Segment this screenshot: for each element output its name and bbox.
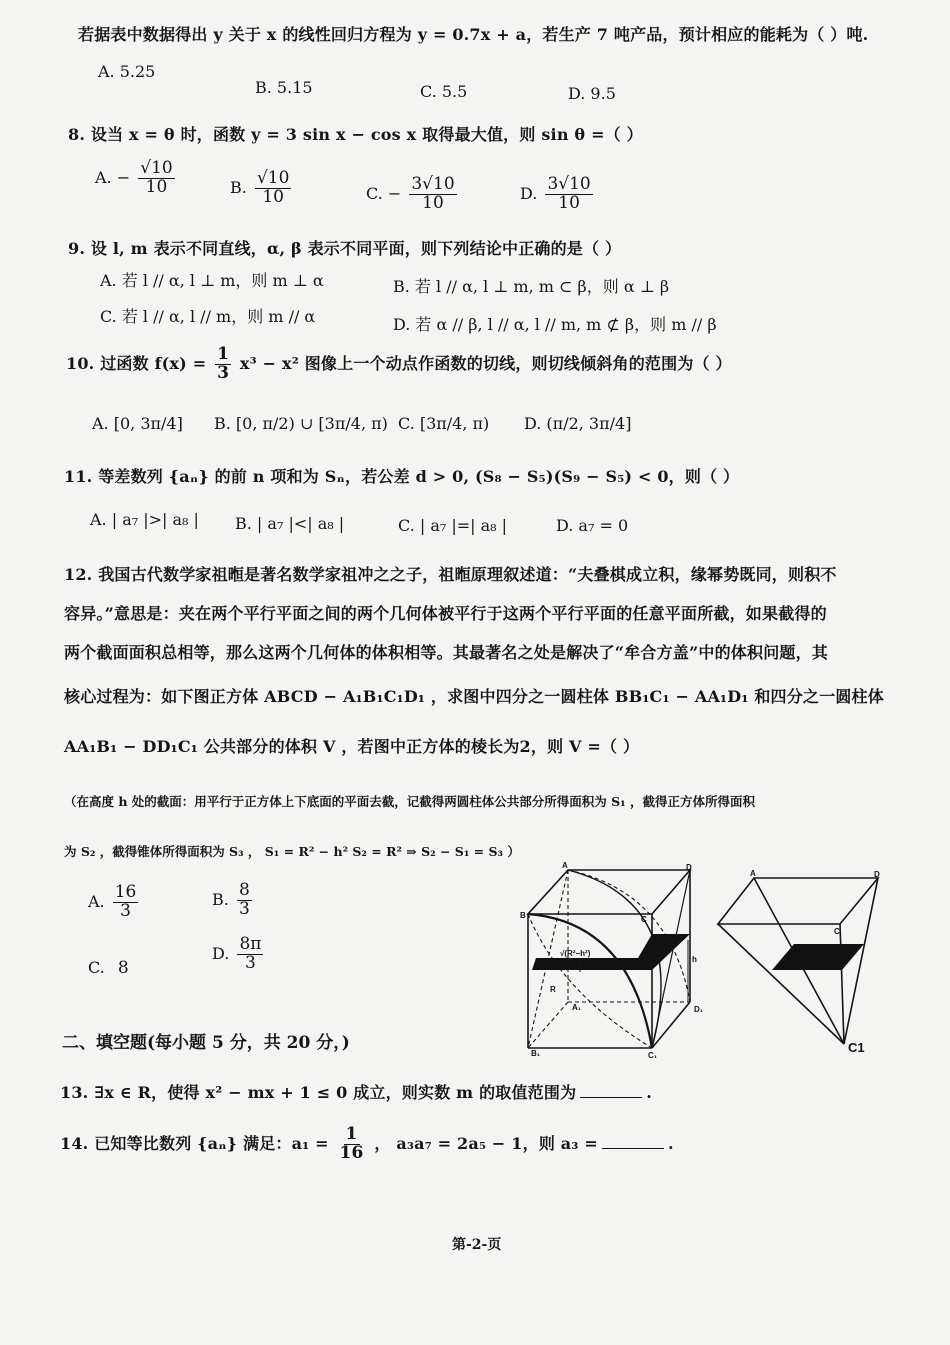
q13-end: . bbox=[646, 1083, 653, 1102]
q12-option-d bbox=[212, 936, 266, 973]
q12-option-c-label: C. bbox=[88, 958, 105, 977]
q7-option-c: C. 5.5 bbox=[420, 82, 468, 101]
label-a1: A₁ bbox=[572, 1003, 582, 1012]
q12-note-line-2: 为 S₂ ，截得锥体所得面积为 S₃ ， S₁ = R² − h² S₂ = R² ⇒ S₂ − S₁ = S₃ ） bbox=[64, 844, 520, 859]
q9-stem: 9. 设 l, m 表示不同直线，α, β 表示不同平面，则下列结论中正确的是（ ） bbox=[68, 239, 622, 258]
q14-fraction: $\frac{1}{16}$ bbox=[339, 1124, 364, 1163]
q11-option-a: A. | a₇ |>| a₈ | bbox=[90, 510, 199, 529]
q14-post: ， a₃a₇ = 2a₅ − 1，则 a₃ = bbox=[374, 1133, 598, 1153]
label-c: C bbox=[641, 915, 647, 924]
q8-option-d-fraction: $\frac{3√10}{10}$ bbox=[547, 174, 591, 213]
q11-stem: 11. 等差数列 {aₙ} 的前 n 项和为 Sₙ，若公差 d > 0, (S₈ − S₅)(S₉ − S₅) < 0，则（ ） bbox=[64, 467, 740, 486]
cube-top-face bbox=[528, 870, 690, 914]
label-b1: B₁ bbox=[531, 1049, 541, 1058]
q8-option-d bbox=[520, 176, 596, 213]
q13-stem: 13. ∃x ∈ R，使得 x² − mx + 1 ≤ 0 成立，则实数 m 的取值范围为 bbox=[60, 1083, 577, 1102]
q7-option-b: B. 5.15 bbox=[255, 78, 313, 97]
q14-end: . bbox=[667, 1133, 674, 1153]
q8-option-d-label: D. bbox=[520, 183, 538, 203]
q8-option-b-label: B. bbox=[230, 177, 247, 197]
q8-option-c bbox=[366, 176, 460, 213]
q8-option-c-label: C. bbox=[366, 183, 383, 203]
cone-edge-b bbox=[718, 924, 844, 1044]
section-2-title: 二、填空题(每小题 5 分，共 20 分，) bbox=[62, 1033, 350, 1053]
q7-option-a: A. 5.25 bbox=[98, 62, 156, 81]
q12-note-line-1: （在高度 h 处的截面：用平行于正方体上下底面的平面去截，记截得两圆柱体公共部分所得面积为 S₁ ，截得正方体所得面积 bbox=[64, 794, 755, 809]
cylinder-arc bbox=[528, 914, 652, 1048]
q10-option-b: B. [0, π/2) ∪ [3π/4, π) bbox=[214, 414, 388, 433]
q12-line-2: 容异。”意思是：夹在两个平行平面之间的两个几何体被平行于这两个平行平面的任意平面所截，如果截得的 bbox=[64, 604, 827, 623]
q12-option-d-label: D. bbox=[212, 943, 230, 963]
q8-option-a-fraction: $\frac{√10}{10}$ bbox=[140, 158, 173, 197]
q12-option-c bbox=[88, 958, 129, 978]
q8-option-b bbox=[230, 170, 294, 207]
cone-top-face bbox=[718, 878, 878, 924]
q8-option-a-label: A. bbox=[95, 167, 112, 187]
q8-option-b-fraction: $\frac{√10}{10}$ bbox=[256, 168, 290, 207]
q14-answer-blank[interactable] bbox=[602, 1148, 664, 1149]
q8-option-c-sign: − bbox=[387, 183, 402, 203]
label-a: A bbox=[562, 862, 568, 870]
q10-option-c: C. [3π/4, π) bbox=[398, 414, 490, 433]
q7-stem: 若据表中数据得出 y 关于 x 的线性回归方程为 y = 0.7x + a，若生产 7 吨产品，预计相应的能耗为（ ）吨. bbox=[78, 25, 869, 44]
q12-line-4: 核心过程为：如下图正方体 ABCD − A₁B₁C₁D₁ ，求图中四分之一圆柱体 BB₁C₁ − AA₁D₁ 和四分之一圆柱体 bbox=[64, 687, 884, 706]
q12-option-c-value: 8 bbox=[117, 958, 129, 978]
q8-stem: 8. 设当 x = θ 时，函数 y = 3 sin x − cos x 取得最大值，则 sin θ =（ ） bbox=[68, 125, 643, 144]
q12-option-b bbox=[212, 882, 255, 919]
q8-option-c-fraction: $\frac{3√10}{10}$ bbox=[411, 174, 455, 213]
cone-edge-c bbox=[840, 924, 844, 1044]
q11-option-c: C. | a₇ |=| a₈ | bbox=[398, 516, 508, 535]
q8-option-a-sign: − bbox=[116, 167, 131, 187]
label-c1: C₁ bbox=[648, 1051, 658, 1060]
q14-pre: 14. 已知等比数列 {aₙ} 满足：a₁ = bbox=[60, 1133, 329, 1153]
q11-option-d: D. a₇ = 0 bbox=[556, 516, 629, 535]
label-b: B bbox=[520, 911, 526, 920]
q12-option-a-fraction: $\frac{16}{3}$ bbox=[114, 882, 137, 921]
q11-option-b: B. | a₇ |<| a₈ | bbox=[235, 514, 345, 533]
q10-stem-pre: 10. 过函数 f(x) = bbox=[66, 353, 207, 373]
q7-option-d: D. 9.5 bbox=[568, 84, 616, 103]
q9-option-d: D. 若 α // β, l // α, l // m, m ⊄ β，则 m // β bbox=[393, 315, 717, 334]
cone-label-c1: C1 bbox=[848, 1040, 865, 1055]
cone-figure bbox=[716, 868, 888, 1060]
q9-option-a: A. 若 l // α, l ⊥ m，则 m ⊥ α bbox=[100, 271, 324, 290]
q13 bbox=[60, 1080, 652, 1103]
q9-option-c: C. 若 l // α, l // m，则 m // α bbox=[100, 307, 316, 326]
cone-cross-section bbox=[772, 944, 864, 970]
q10-option-a: A. [0, 3π/4] bbox=[92, 414, 183, 433]
q14 bbox=[60, 1126, 674, 1163]
label-h: h bbox=[692, 955, 697, 964]
label-r: R bbox=[550, 985, 556, 994]
label-d1: D₁ bbox=[694, 1005, 704, 1014]
cube-cylinder-figure bbox=[520, 862, 720, 1062]
q10-stem bbox=[66, 346, 732, 383]
q10-option-d: D. (π/2, 3π/4] bbox=[524, 414, 632, 433]
q12-option-a bbox=[88, 884, 141, 921]
q9-option-b: B. 若 l // α, l ⊥ m, m ⊂ β，则 α ⊥ β bbox=[393, 277, 670, 296]
page-number: 第-2-页 bbox=[452, 1237, 502, 1253]
q12-option-b-fraction: $\frac{8}{3}$ bbox=[238, 880, 250, 919]
cone-label-a: A bbox=[750, 869, 756, 878]
q10-stem-fraction: $\frac{1}{3}$ bbox=[217, 344, 230, 383]
cube-hidden-a1b1 bbox=[528, 1002, 568, 1048]
cone-label-c: C bbox=[834, 927, 840, 936]
q10-stem-post: x³ − x² 图像上一个动点作函数的切线，则切线倾斜角的范围为（ ） bbox=[239, 353, 732, 373]
q12-line-5: AA₁B₁ − DD₁C₁ 公共部分的体积 V ，若图中正方体的棱长为2，则 V =（ ） bbox=[64, 737, 640, 756]
q8-option-a bbox=[95, 160, 178, 197]
label-expr: √(R²−h²) bbox=[560, 949, 591, 958]
cone-label-d: D bbox=[874, 870, 880, 879]
q13-answer-blank[interactable] bbox=[580, 1097, 642, 1098]
label-d: D bbox=[686, 863, 692, 872]
q12-option-b-label: B. bbox=[212, 889, 229, 909]
q12-option-a-label: A. bbox=[88, 891, 105, 911]
q12-line-3: 两个截面面积总相等，那么这两个几何体的体积相等。其最著名之处是解决了“牟合方盖”中的体积问题，其 bbox=[64, 643, 829, 662]
q12-line-1: 12. 我国古代数学家祖暅是著名数学家祖冲之之子，祖暅原理叙述道：“夫叠棋成立积，缘幂势既同，则积不 bbox=[64, 565, 837, 584]
q12-option-d-fraction: $\frac{8\pi}{3}$ bbox=[239, 934, 262, 973]
